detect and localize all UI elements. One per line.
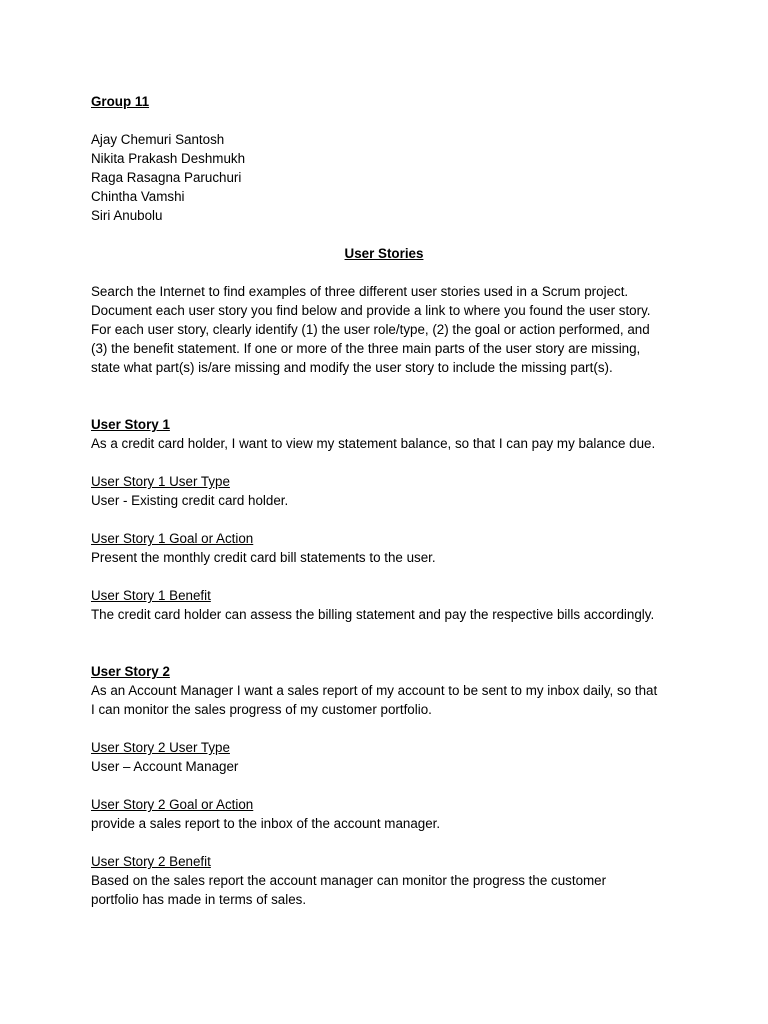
member-name: Raga Rasagna Paruchuri [91, 170, 242, 185]
intro-line: Document each user story you find below and provide a link to where you found the user story. [91, 303, 651, 318]
user-story-2 [91, 662, 691, 909]
section-heading [91, 244, 677, 263]
member-name: Ajay Chemuri Santosh [91, 132, 225, 147]
goal-value: provide a sales report to the inbox of the account manager. [91, 816, 441, 831]
story-text: As an Account Manager I want a sales report of my account to be sent to my inbox daily, so that [91, 683, 658, 698]
story-text: As a credit card holder, I want to view my statement balance, so that I can pay my balance due. [91, 436, 656, 451]
document-page [91, 92, 691, 909]
member-name: Nikita Prakash Deshmukh [91, 151, 246, 166]
benefit-value: portfolio has made in terms of sales. [91, 892, 307, 907]
intro-line: Search the Internet to find examples of three different user stories used in a Scrum project. [91, 284, 629, 299]
user-type-value: User – Account Manager [91, 759, 239, 774]
user-type-value: User - Existing credit card holder. [91, 493, 289, 508]
story-text: I can monitor the sales progress of my customer portfolio. [91, 702, 432, 717]
section-heading-text: User Stories [344, 246, 424, 261]
goal-label: User Story 2 Goal or Action [91, 797, 254, 812]
user-type-label: User Story 1 User Type [91, 474, 230, 489]
benefit-value: Based on the sales report the account manager can monitor the progress the customer [91, 873, 607, 888]
group-title: Group 11 [91, 94, 150, 109]
member-list [91, 130, 691, 225]
user-story-1 [91, 415, 691, 624]
user-type-label: User Story 2 User Type [91, 740, 230, 755]
member-name: Chintha Vamshi [91, 189, 185, 204]
story-title: User Story 1 [91, 417, 170, 432]
benefit-value: The credit card holder can assess the billing statement and pay the respective bills accordingly. [91, 607, 655, 622]
goal-value: Present the monthly credit card bill statements to the user. [91, 550, 436, 565]
intro-line: (3) the benefit statement. If one or more of the three main parts of the user story are missing, [91, 341, 641, 356]
intro-line: state what part(s) is/are missing and modify the user story to include the missing part(s). [91, 360, 613, 375]
benefit-label: User Story 1 Benefit [91, 588, 211, 603]
goal-label: User Story 1 Goal or Action [91, 531, 254, 546]
benefit-label: User Story 2 Benefit [91, 854, 211, 869]
intro-line: For each user story, clearly identify (1) the user role/type, (2) the goal or action performed, and [91, 322, 650, 337]
story-title: User Story 2 [91, 664, 170, 679]
intro-paragraph [91, 282, 691, 377]
member-name: Siri Anubolu [91, 208, 163, 223]
